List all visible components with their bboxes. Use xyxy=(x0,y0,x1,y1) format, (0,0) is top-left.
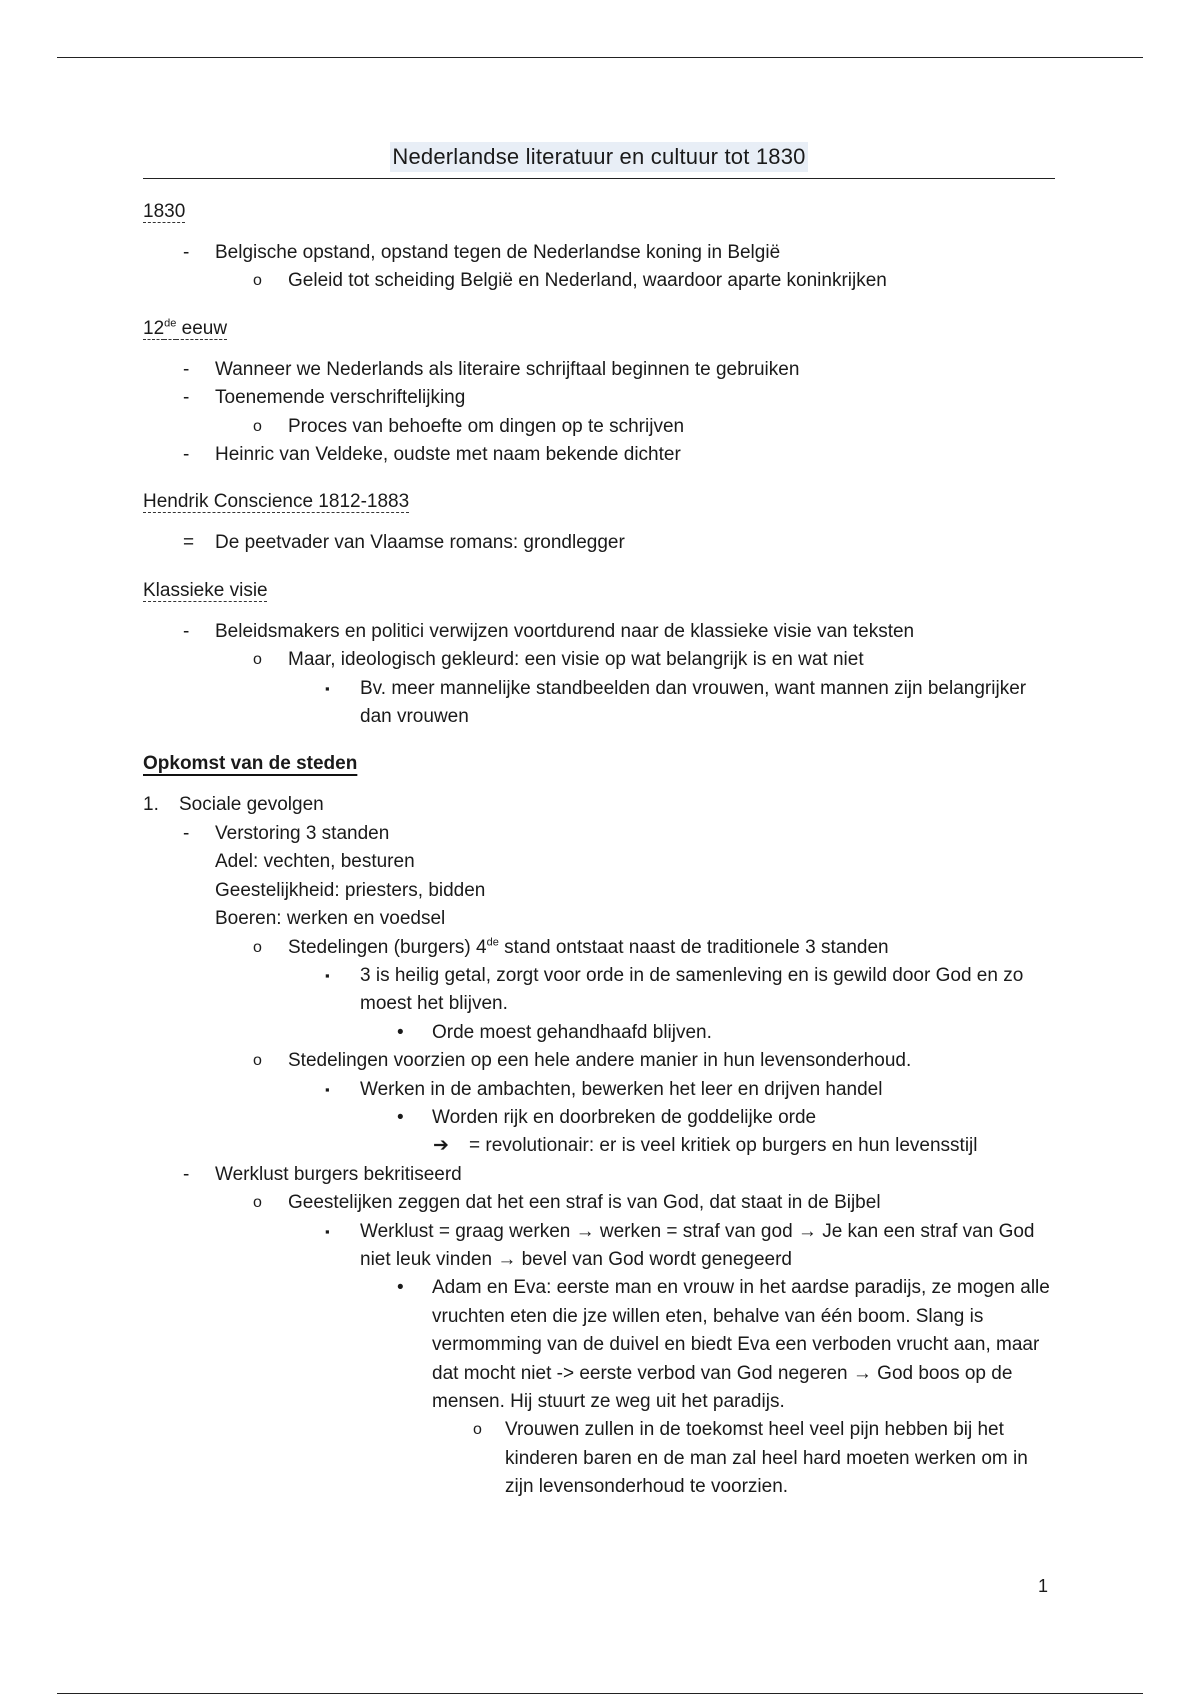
continuation-line: Boeren: werken en voedsel xyxy=(215,908,446,930)
dash-bullet: - xyxy=(183,1163,190,1185)
circle-bullet: o xyxy=(253,1052,262,1070)
document-title: Nederlandse literatuur en cultuur tot 1830 xyxy=(390,142,807,172)
circle-bullet: o xyxy=(253,417,262,435)
list-item: ▪ 3 is heilig getal, zorgt voor orde in de samenleving en is gewild door God en zo moest het blijven. xyxy=(143,962,1055,1019)
section-list-1830 xyxy=(143,239,1055,296)
equals-bullet: = xyxy=(183,532,195,554)
list-item: - Toenemende verschriftelijking xyxy=(143,384,1055,412)
dash-bullet: - xyxy=(183,822,190,844)
numbered-item: 1. Sociale gevolgen xyxy=(143,791,1055,819)
section-heading-1830: 1830 xyxy=(143,201,186,222)
list-item: - Werklust burgers bekritiseerd xyxy=(143,1161,1055,1189)
square-bullet: ▪ xyxy=(325,967,330,983)
circle-bullet: o xyxy=(253,938,262,956)
section-heading-hendrik-conscience: Hendrik Conscience 1812-1883 xyxy=(143,491,410,513)
dot-bullet: • xyxy=(397,1021,404,1043)
section-heading-12de-eeuw: 12de eeuw xyxy=(143,317,228,339)
header-rule xyxy=(57,57,1143,58)
footer-rule xyxy=(57,1693,1143,1694)
list-item: o Proces van behoefte om dingen op te schrijven xyxy=(143,413,1055,441)
square-bullet: ▪ xyxy=(325,680,330,696)
arrow-right-icon: ➔ xyxy=(433,1135,449,1157)
square-bullet: ▪ xyxy=(325,1081,330,1097)
list-item: ➔ = revolutionair: er is veel kritiek op burgers en hun levensstijl xyxy=(143,1132,1055,1160)
list-item: o Maar, ideologisch gekleurd: een visie op wat belangrijk is en wat niet xyxy=(143,646,1055,674)
list-item: ▪ Bv. meer mannelijke standbeelden dan vrouwen, want mannen zijn belangrijker dan vrouwen xyxy=(143,675,1055,732)
section-heading-klassieke-visie: Klassieke visie xyxy=(143,579,268,601)
section-list-hendrik-conscience xyxy=(143,529,1055,557)
circle-bullet: o xyxy=(253,1194,262,1212)
dash-bullet: - xyxy=(183,242,190,263)
dash-bullet: - xyxy=(183,620,190,642)
section-list-opkomst-van-de-steden xyxy=(143,791,1055,1501)
list-item: - Wanneer we Nederlands als literaire schrijftaal beginnen te gebruiken xyxy=(143,356,1055,384)
dash-bullet: - xyxy=(183,387,190,409)
dot-bullet: • xyxy=(397,1277,404,1299)
page-number: 1 xyxy=(1038,1576,1049,1596)
list-item: = De peetvader van Vlaamse romans: grondlegger xyxy=(143,529,1055,557)
section-list-12de-eeuw xyxy=(143,356,1055,470)
circle-bullet: o xyxy=(253,651,262,669)
list-item: - Belgische opstand, opstand tegen de Nederlandse koning in België xyxy=(143,239,1055,267)
dash-bullet: - xyxy=(183,358,190,380)
continuation-line: Geestelijkheid: priesters, bidden xyxy=(215,879,486,901)
list-item: • Orde moest gehandhaafd blijven. xyxy=(143,1019,1055,1047)
list-item: o Vrouwen zullen in de toekomst heel veel pijn hebben bij het kinderen baren en de man zal heel hard moeten werken om in zijn levensonderhoud te voorzien. xyxy=(143,1416,1055,1501)
continuation-line: Adel: vechten, besturen xyxy=(215,851,415,873)
list-item: ▪ Werklust = graag werken → werken = straf van god → Je kan een straf van God niet leuk vinden → bevel van God wordt genegeerd xyxy=(143,1218,1055,1275)
section-heading-opkomst-van-de-steden: Opkomst van de steden xyxy=(143,753,358,775)
square-bullet: ▪ xyxy=(325,1223,330,1239)
list-item: - Heinric van Veldeke, oudste met naam bekende dichter xyxy=(143,441,1055,469)
dot-bullet: • xyxy=(397,1106,404,1128)
list-item: - Verstoring 3 standen xyxy=(143,820,1055,848)
list-item: ▪ Werken in de ambachten, bewerken het leer en drijven handel xyxy=(143,1076,1055,1104)
section-list-klassieke-visie xyxy=(143,618,1055,732)
list-item: o Geleid tot scheiding België en Nederland, waardoor aparte koninkrijken xyxy=(143,267,1055,295)
dash-bullet: - xyxy=(183,444,190,466)
list-item: • Adam en Eva: eerste man en vrouw in het aardse paradijs, ze mogen alle vruchten eten die jze willen eten, behalve van één boom. Slang is vermomming van de duivel en biedt Eva een verboden vrucht aan, maar dat mocht niet -> eerste verbod van God negeren → God boos op de mensen. Hij stuurt ze weg uit het paradijs. xyxy=(143,1274,1055,1416)
list-item: - Beleidsmakers en politici verwijzen voortdurend naar de klassieke visie van teksten xyxy=(143,618,1055,646)
list-item: • Worden rijk en doorbreken de goddelijke orde xyxy=(143,1104,1055,1132)
circle-bullet: o xyxy=(253,272,262,290)
list-item: o Stedelingen (burgers) 4de stand ontstaat naast de traditionele 3 standen xyxy=(143,934,1055,962)
list-item: o Stedelingen voorzien op een hele andere manier in hun levensonderhoud. xyxy=(143,1047,1055,1075)
title-bar xyxy=(143,142,1055,179)
circle-bullet: o xyxy=(473,1421,482,1439)
number-marker: 1. xyxy=(143,794,159,816)
document-page xyxy=(143,142,1055,1502)
list-item: o Geestelijken zeggen dat het een straf is van God, dat staat in de Bijbel xyxy=(143,1189,1055,1217)
